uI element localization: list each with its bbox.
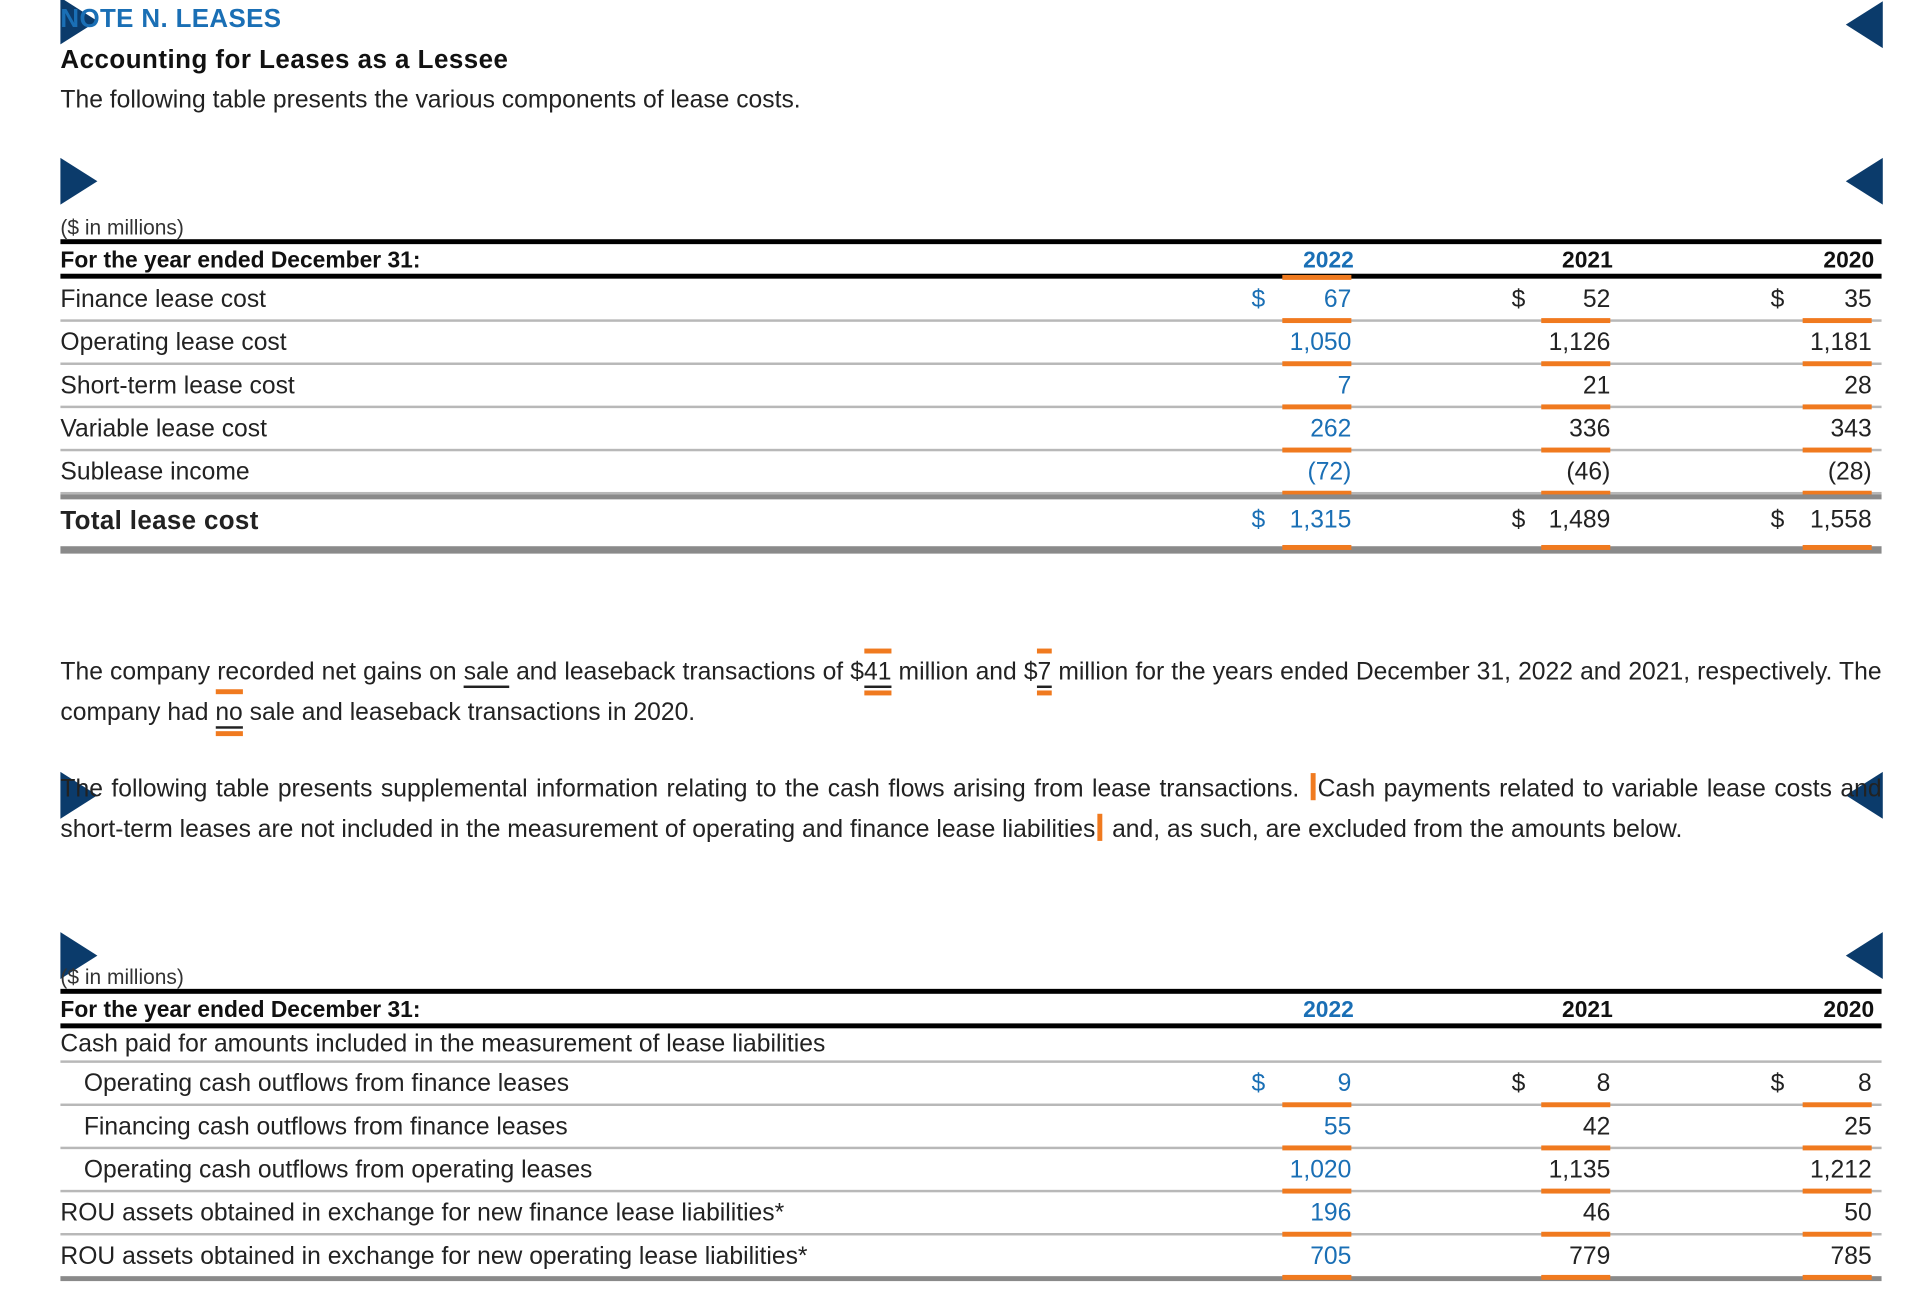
year-2021: 2021 — [1562, 996, 1613, 1023]
table-header — [60, 239, 1881, 278]
dollar-sign: $ — [1511, 1070, 1526, 1098]
nav-next-arrow-icon[interactable] — [60, 158, 97, 205]
selection-marker — [1098, 813, 1103, 840]
value-2022[interactable]: 705 — [1310, 1242, 1352, 1270]
highlight-marker — [1282, 275, 1351, 280]
dollar-sign: $ — [1511, 286, 1526, 314]
section-title: Accounting for Leases as a Lessee — [60, 45, 509, 74]
dollar-sign: $ — [1251, 286, 1266, 314]
value-2021[interactable]: 336 — [1569, 415, 1611, 443]
para-text: million for the years ended December 31, 2022 and 2021, respectively. The company had — [60, 658, 1882, 726]
value-2020[interactable]: 28 — [1844, 372, 1872, 400]
table-row — [60, 365, 1881, 408]
cash-flow-table — [60, 967, 1881, 1281]
value-2020[interactable]: 1,181 — [1809, 329, 1872, 357]
dollar-sign: $ — [1251, 1070, 1266, 1098]
value-2022[interactable]: 1,050 — [1289, 329, 1352, 357]
table-caption: ($ in millions) — [60, 965, 184, 989]
header-label: For the year ended December 31: — [60, 996, 421, 1023]
total-row — [60, 494, 1881, 553]
selection-marker — [1310, 773, 1315, 800]
value-2020[interactable]: 35 — [1844, 286, 1872, 314]
table-row — [60, 1106, 1881, 1149]
table-row — [60, 451, 1881, 494]
group-label: Cash paid for amounts included in the measurement of lease liabilities — [60, 1030, 826, 1058]
table-caption: ($ in millions) — [60, 215, 184, 240]
table-row — [60, 408, 1881, 451]
row-label: Operating cash outflows from operating leases — [83, 1156, 593, 1184]
note-title: NOTE N. LEASES — [60, 4, 282, 34]
dollar-sign: $ — [1770, 1070, 1785, 1098]
para-text: million and $ — [891, 658, 1038, 686]
value-2022[interactable]: 9 — [1337, 1070, 1352, 1098]
para-text: sale and leaseback transactions in 2020. — [242, 698, 696, 726]
value-2022[interactable]: 55 — [1323, 1113, 1352, 1141]
linked-value[interactable]: no — [215, 698, 242, 728]
row-label: Finance lease cost — [60, 286, 267, 314]
value-2022[interactable]: 196 — [1310, 1199, 1352, 1227]
value-2020[interactable]: 785 — [1830, 1242, 1872, 1270]
value-2021[interactable]: 52 — [1582, 286, 1611, 314]
para-text: and, as such, are excluded from the amounts below. — [1105, 815, 1683, 843]
highlight-marker — [1282, 1275, 1351, 1280]
year-2021: 2021 — [1562, 246, 1613, 273]
value-2020[interactable]: 8 — [1857, 1070, 1872, 1098]
value-2020[interactable]: 25 — [1844, 1113, 1872, 1141]
value-2020[interactable]: 1,558 — [1809, 506, 1872, 534]
row-label: Variable lease cost — [60, 415, 267, 443]
nav-prev-arrow-icon[interactable] — [1846, 1, 1883, 48]
highlight-marker — [1541, 545, 1610, 550]
lease-cost-table — [60, 217, 1881, 554]
highlight-marker — [1541, 1275, 1610, 1280]
sale-leaseback-paragraph — [60, 652, 1881, 732]
value-2021[interactable]: 1,489 — [1548, 506, 1611, 534]
value-2021[interactable]: (46) — [1566, 458, 1611, 486]
cash-flow-paragraph — [60, 769, 1881, 849]
value-2022[interactable]: 67 — [1323, 286, 1352, 314]
year-2022: 2022 — [1303, 246, 1354, 273]
intro-text: The following table presents the various components of lease costs. — [60, 86, 801, 114]
value-2021[interactable]: 46 — [1582, 1199, 1611, 1227]
value-2022[interactable]: (72) — [1307, 458, 1352, 486]
row-label: Financing cash outflows from finance leases — [83, 1113, 568, 1141]
value-2021[interactable]: 42 — [1582, 1113, 1611, 1141]
row-label: Total lease cost — [60, 506, 259, 536]
value-2022[interactable]: 262 — [1310, 415, 1352, 443]
value-2022[interactable]: 1,315 — [1289, 506, 1352, 534]
para-text: The following table presents supplemental information relating to the cash flows arising from lease transactions. — [60, 775, 1300, 803]
dollar-sign: $ — [1511, 506, 1526, 534]
highlight-marker — [1803, 545, 1872, 550]
nav-prev-arrow-icon[interactable] — [1846, 158, 1883, 205]
linked-value[interactable]: 7 — [1038, 658, 1052, 688]
value-2021[interactable]: 1,126 — [1548, 329, 1611, 357]
value-2022[interactable]: 1,020 — [1289, 1156, 1352, 1184]
para-text: The company recorded net gains on — [60, 658, 464, 686]
year-2020: 2020 — [1823, 246, 1875, 273]
value-2021[interactable]: 8 — [1596, 1070, 1611, 1098]
value-2022[interactable]: 7 — [1337, 372, 1352, 400]
row-label: Operating cash outflows from finance leases — [83, 1070, 570, 1098]
year-2020: 2020 — [1823, 996, 1875, 1023]
linked-term[interactable]: sale — [464, 658, 509, 688]
value-2021[interactable]: 1,135 — [1548, 1156, 1611, 1184]
row-label: ROU assets obtained in exchange for new finance lease liabilities* — [60, 1199, 785, 1227]
row-label: ROU assets obtained in exchange for new operating lease liabilities* — [60, 1242, 808, 1270]
row-label: Short-term lease cost — [60, 372, 295, 400]
table-row — [60, 1063, 1881, 1106]
row-label: Sublease income — [60, 458, 250, 486]
highlight-marker — [1803, 1275, 1872, 1280]
dollar-sign: $ — [1770, 506, 1785, 534]
selected-text[interactable]: Cash payments related to variable lease costs and short-term leases are not included in the measurement of operating and finance lease liabilities — [60, 775, 1882, 843]
linked-value[interactable]: 41 — [864, 658, 891, 688]
value-2021[interactable]: 21 — [1582, 372, 1611, 400]
table-row — [60, 322, 1881, 365]
table-row — [60, 279, 1881, 322]
value-2020[interactable]: (28) — [1827, 458, 1872, 486]
value-2020[interactable]: 50 — [1844, 1199, 1872, 1227]
row-label: Operating lease cost — [60, 329, 287, 357]
table-row — [60, 1149, 1881, 1192]
value-2020[interactable]: 1,212 — [1809, 1156, 1872, 1184]
dollar-sign: $ — [1251, 506, 1266, 534]
para-text: and leaseback transactions of $ — [508, 658, 865, 686]
dollar-sign: $ — [1770, 286, 1785, 314]
table-row — [60, 1235, 1881, 1281]
highlight-marker — [1282, 545, 1351, 550]
header-label: For the year ended December 31: — [60, 246, 421, 273]
table-header — [60, 989, 1881, 1028]
group-row — [60, 1028, 1881, 1063]
value-2020[interactable]: 343 — [1830, 415, 1872, 443]
value-2021[interactable]: 779 — [1569, 1242, 1611, 1270]
year-2022: 2022 — [1303, 996, 1354, 1023]
table-row — [60, 1192, 1881, 1235]
